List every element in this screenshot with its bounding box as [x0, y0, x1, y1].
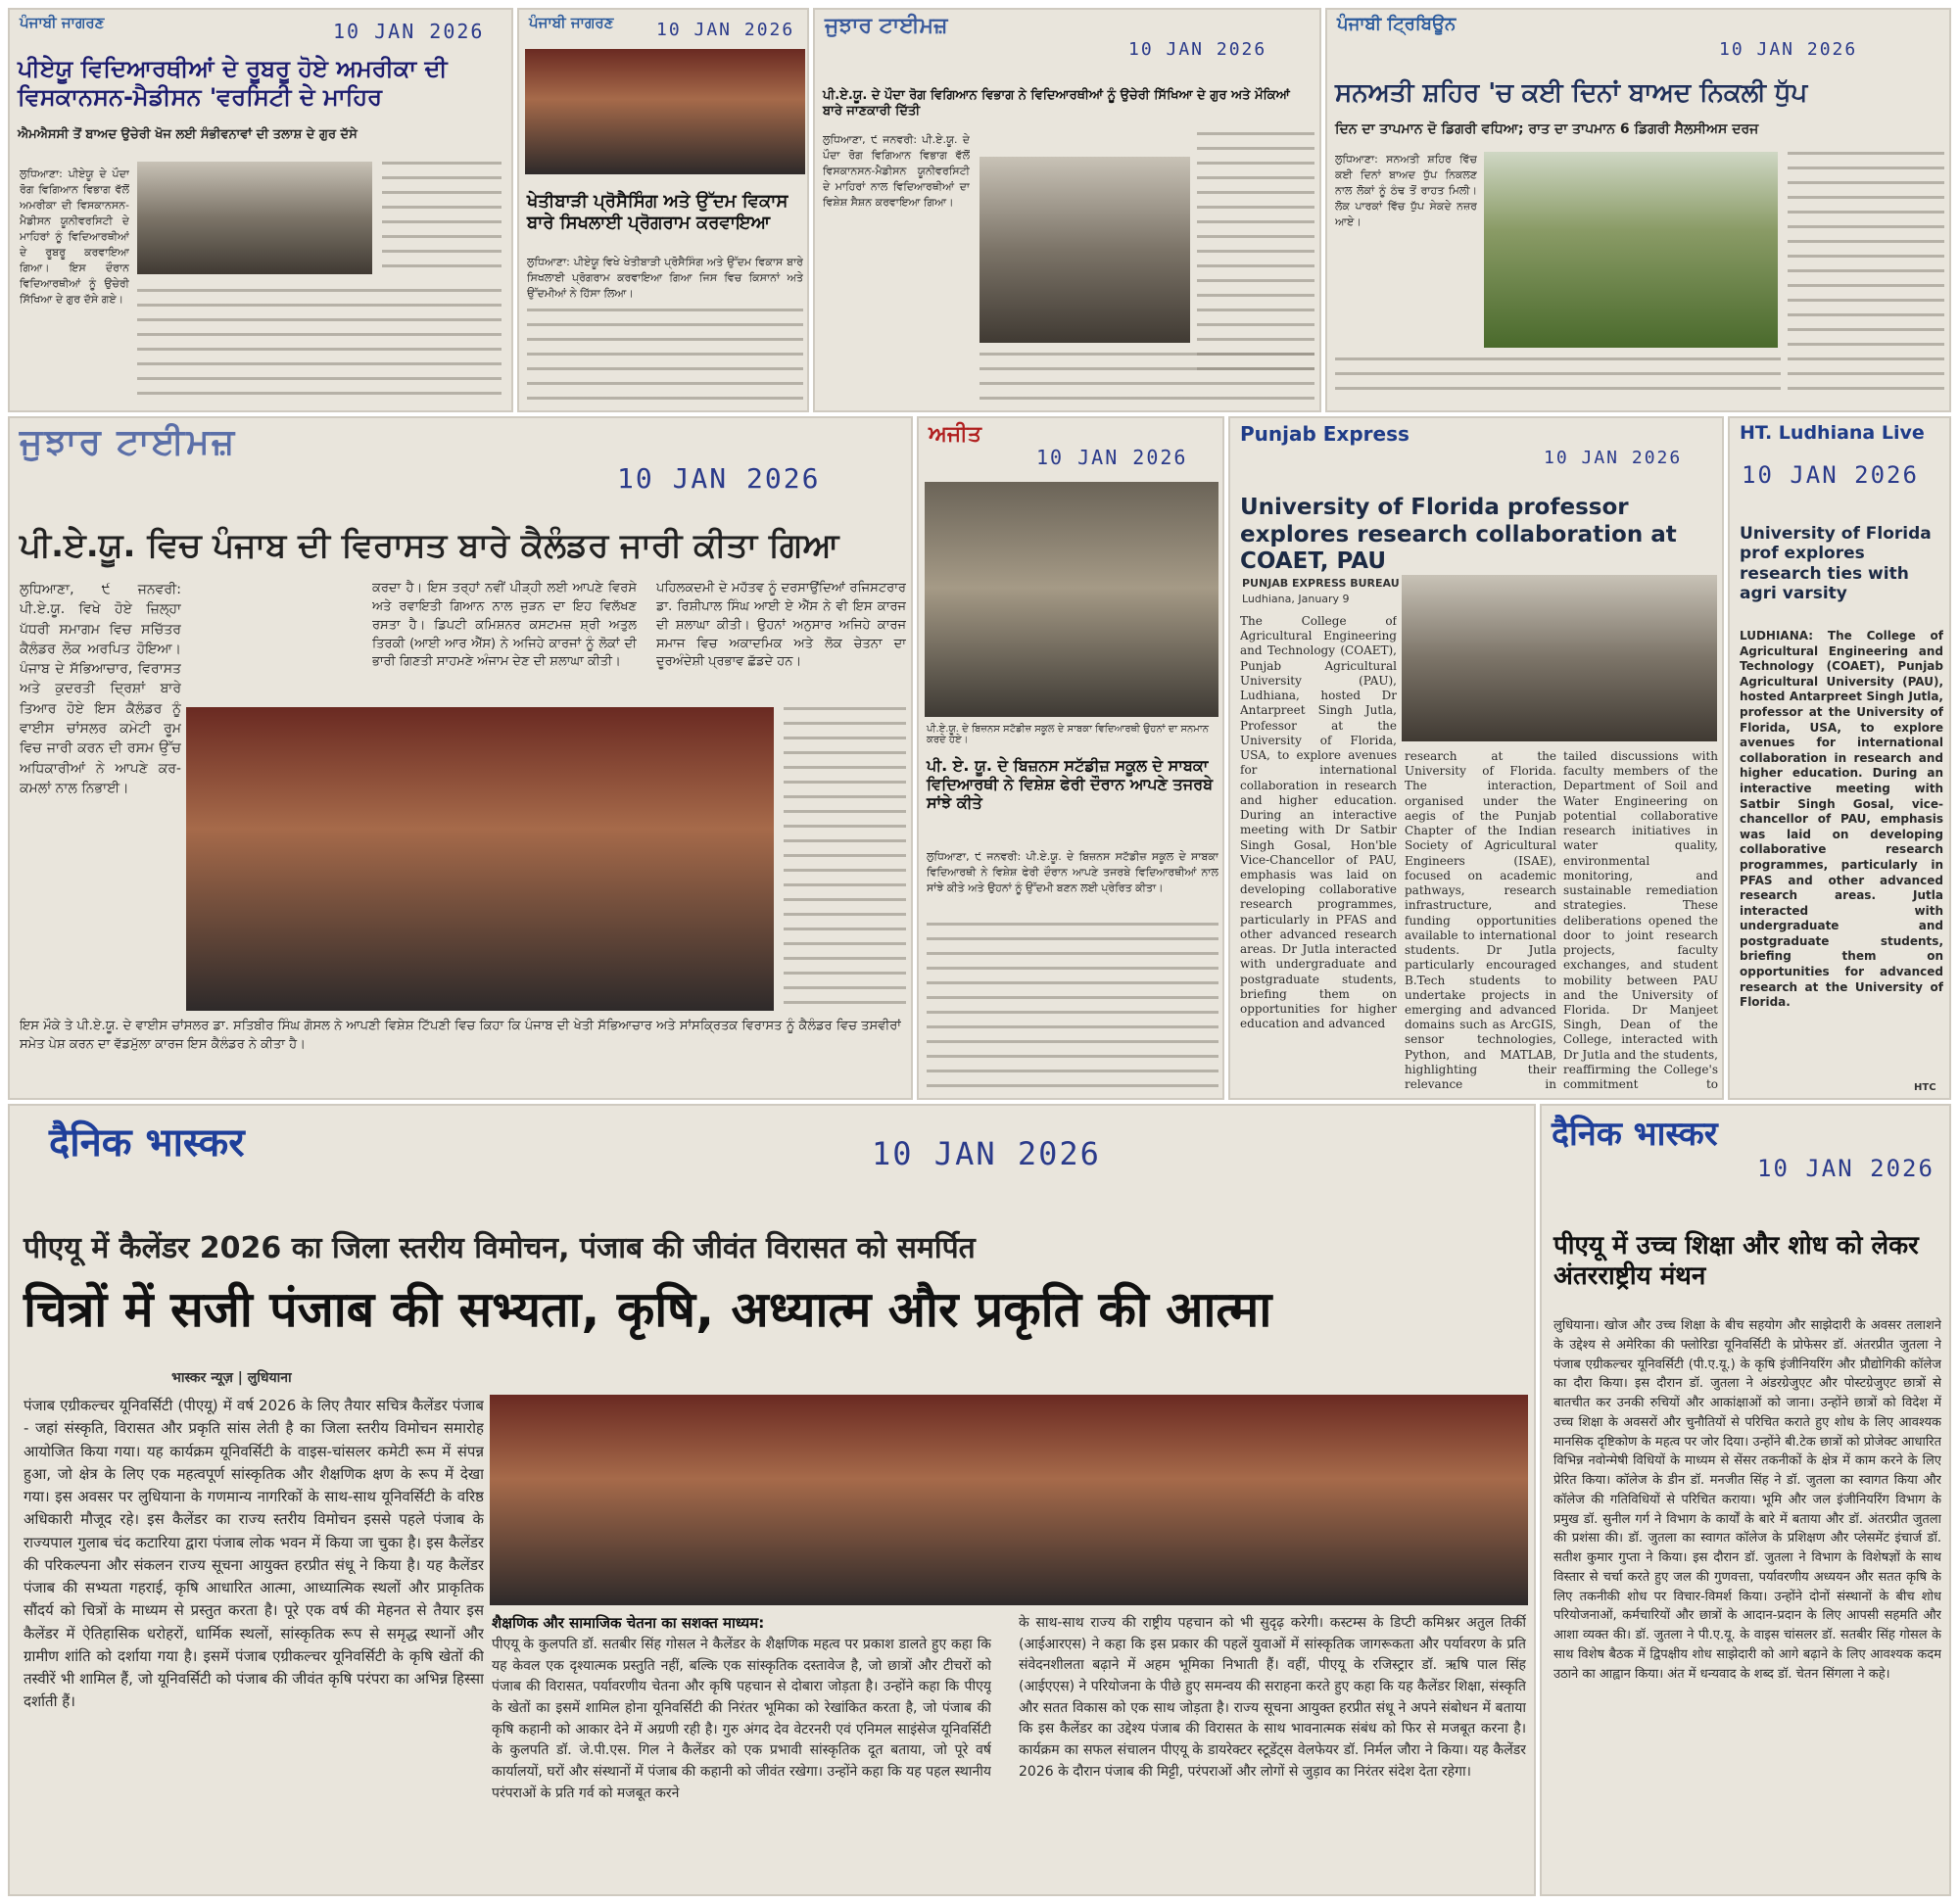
credit: HTC [1914, 1082, 1936, 1093]
headline: पीएयू में उच्च शिक्षा और शोध को लेकर अंतरराष्ट्रीय मंथन [1553, 1231, 1919, 1292]
newspaper-name: ਪੰਜਾਬੀ ਟ੍ਰਿਬਿਊਨ [1337, 14, 1457, 34]
bureau: PUNJAB EXPRESS BUREAU [1242, 577, 1400, 590]
dateline: Ludhiana, January 9 [1242, 593, 1350, 605]
newspaper-name: ਅਜੀਤ [929, 422, 981, 447]
clipping-dainik-bhaskar-higher-education [1540, 1104, 1951, 1896]
clipping-dainik-bhaskar-calendar [8, 1104, 1536, 1896]
article-text-block [137, 289, 502, 402]
news-photo [980, 157, 1190, 343]
newspaper-name: HT. Ludhiana Live [1740, 422, 1925, 444]
news-photo-meeting [1402, 575, 1717, 741]
article-col-3: tailed discussions with faculty members of the Department of Soil and Water Engineering on potential collaborative research initiatives in water quality, environmental monitoring, and sustainable remediation strategies. These deliberations opened the door to joint research projects, faculty exchanges, and student mobility between PAU and the University of Florida. Dr Manjeet Singh, Dean of the College, interacted with Dr Jutla and the students, reaffirming the College's commitment to [1563, 749, 1718, 1092]
clipping-ajit-business-studies [917, 416, 1224, 1100]
headline: चित्रों में सजी पंजाब की सभ्यता, कृषि, अध्यात्म और प्रकृति की आत्मा [24, 1281, 1272, 1338]
article-text-block [382, 162, 502, 274]
clip-date: 10 JAN 2026 [333, 20, 485, 43]
article-body-right: के साथ-साथ राज्य की राष्ट्रीय पहचान को भी सुदृढ़ करेगी। कस्टम्स के डिप्टी कमिश्नर अतुल तिर्की (आईआरएस) ने कहा कि इस प्रकार की पहलें युवाओं में सांस्कृतिक जागरूकता और पर्यावरण के प्रति संवेदनशीलता बढ़ाने में अहम भूमिका निभाती हैं। वहीं, पीएयू के रजिस्ट्रार डॉ. ऋषि पाल सिंह (आईएएस) ने परियोजना के पीछे हुए समन्वय की सराहना करते हुए कहा कि यह कैलेंडर शिक्षा, संस्कृति और सतत विकास को एक साथ जोड़ता है। राज्य सूचना आयुक्त हरप्रीत संधू ने अपने संबोधन में बताया कि इस कैलेंडर का उद्देश्य पंजाब की विरासत के साथ भावनात्मक संबंध को फिर से मजबूत करना है। कार्यक्रम का सफल संचालन पीएयू के डायरेक्टर स्टूडेंट्स वेलफेयर डॉ. निर्मल जौरा ने किया। यह कैलेंडर 2026 के दौरान पंजाब की मिट्टी, परंपराओं और लोगों से जुड़ाव का निरंतर संदेश देता रहेगा। [1019, 1615, 1526, 1780]
article-body: LUDHIANA: The College of Agricultural Engineering and Technology (COAET), Punjab Agricultural University (PAU), hosted Antarpreet Singh Jutla, professor at the University of Florida, USA, to explore avenues for international collaboration in research and higher education. During an interactive meeting with Satbir Singh Gosal, vice-chancellor of PAU, emphasis was laid on developing collaborative research programmes, particularly in PFAS and other advanced research areas. Jutla interacted with undergraduate and postgraduate students, briefing them on opportunities for advanced research at the University of Florida. [1740, 629, 1943, 1010]
clip-date: 10 JAN 2026 [1036, 446, 1188, 469]
article-body-left: ਲੁਧਿਆਣਾ, ੯ ਜਨਵਰੀ: ਪੀ.ਏ.ਯੂ. ਵਿਖੇ ਹੋਏ ਜ਼ਿਲ੍ਹਾ ਪੱਧਰੀ ਸਮਾਗਮ ਵਿਚ ਸਚਿੱਤਰ ਕੈਲੰਡਰ ਲੋਕ ਅਰਪਿਤ ਹੋਇਆ। ਪੰਜਾਬ ਦੇ ਸੱਭਿਆਚਾਰ, ਵਿਰਾਸਤ ਅਤੇ ਕੁਦਰਤੀ ਦ੍ਰਿਸ਼ਾਂ ਬਾਰੇ ਤਿਆਰ ਹੋਏ ਇਸ ਕੈਲੰਡਰ ਨੂੰ ਵਾਈਸ ਚਾਂਸਲਰ ਕਮੇਟੀ ਰੂਮ ਵਿਚ ਜਾਰੀ ਕਰਨ ਦੀ ਰਸਮ ਉੱਚ ਅਧਿਕਾਰੀਆਂ ਨੇ ਆਪਣੇ ਕਰ-ਕਮਲਾਂ ਨਾਲ ਨਿਭਾਈ। [20, 582, 181, 796]
clipping-ht-ludhiana-live [1728, 416, 1951, 1100]
clipping-punjab-express-florida [1228, 416, 1724, 1100]
article-text-block [1197, 132, 1314, 377]
headline: ਪੀ.ਏ.ਯੂ. ਵਿਚ ਪੰਜਾਬ ਦੀ ਵਿਰਾਸਤ ਬਾਰੇ ਕੈਲੰਡਰ ਜਾਰੀ ਕੀਤਾ ਗਿਆ [20, 526, 839, 565]
newspaper-name: ਜੁਝਾਰ ਟਾਈਮਜ਼ [825, 14, 948, 38]
article-text-block [527, 309, 803, 405]
byline: भास्कर न्यूज़ | लुधियाना [171, 1370, 292, 1386]
newspaper-name: Punjab Express [1240, 422, 1410, 446]
newspaper-name: दैनिक भास्कर [1552, 1115, 1718, 1154]
article-body: लुधियाना। खोज और उच्च शिक्षा के बीच सहयोग और साझेदारी के अवसर तलाशने के उद्देश्य से अमेरिका की फ्लोरिडा यूनिवर्सिटी के प्रोफेसर डॉ. अंतरप्रीत जुतला ने पंजाब एग्रीकल्चर यूनिवर्सिटी (पी.ए.यू.) के कृषि इंजीनियरिंग और प्रौद्योगिकी कॉलेज का दौरा किया। इस दौरान डॉ. जुतला ने अंडरग्रेजुएट और पोस्टग्रेजुएट छात्रों से बातचीत कर उनकी रुचियों और आकांक्षाओं को जाना। उन्होंने छात्रों को विदेश में उच्च शिक्षा के अवसरों और चुनौतियों से परिचित कराते हुए शोध के लिए आवश्यक मानसिक दृष्टिकोण के महत्व पर जोर दिया। उन्होंने बी.टेक छात्रों को प्रोजेक्ट आधारित विभिन्न नवोन्मेषी विधियों के माध्यम से सेंसर तकनीकों के क्षेत्र में काम करने के लिए प्रेरित किया। कॉलेज के डीन डॉ. मनजीत सिंह ने डॉ. जुतला का स्वागत किया और कॉलेज की गतिविधियों से परिचित कराया। भूमि और जल इंजीनियरिंग विभाग के प्रमुख डॉ. सुनील गर्ग ने विभाग के कार्यों के बारे में बताया और डॉ. अंतरप्रीत जुतला की प्रशंसा की। डॉ. जुतला का स्वागत कॉलेज के प्रशिक्षण और प्लेसमेंट इंचार्ज डॉ. सतीश कुमार गुप्ता ने किया। इस दौरान डॉ. जुतला ने विभाग के विशेषज्ञों के साथ विस्तार से चर्चा करते हुए जल की गुणवत्ता, पर्यावरणीय अध्ययन और सतत कृषि के लिए तकनीकी शोध पर विचार-विमर्श किया। उन्होंने दोनों संस्थानों के बीच शोध परियोजनाओं, कर्मचारियों और छात्रों के आदान-प्रदान के लिए आपसी सहमति और आशा व्यक्त की। डॉ. जुतला ने पी.ए.यू. के वाइस चांसलर डॉ. सतबीर सिंह गोसल के साथ विशेष बैठक में द्विपक्षीय शोध साझेदारी को आगे बढ़ाने के लिए आवश्यक कदम उठाने का आह्वान किया। अंत में धन्यवाद के शब्द डॉ. चेतन सिंगला ने कहे। [1553, 1318, 1941, 1682]
article-body: ਲੁਧਿਆਣਾ, ੯ ਜਨਵਰੀ: ਪੀ.ਏ.ਯੂ. ਦੇ ਬਿਜ਼ਨਸ ਸਟੱਡੀਜ਼ ਸਕੂਲ ਦੇ ਸਾਬਕਾ ਵਿਦਿਆਰਥੀ ਨੇ ਵਿਸ਼ੇਸ਼ ਫੇਰੀ ਦੌਰਾਨ ਆਪਣੇ ਤਜਰਬੇ ਵਿਦਿਆਰਥੀਆਂ ਨਾਲ ਸਾਂਝੇ ਕੀਤੇ ਅਤੇ ਉਹਨਾਂ ਨੂੰ ਉੱਦਮੀ ਬਣਨ ਲਈ ਪ੍ਰੇਰਿਤ ਕੀਤਾ। [927, 850, 1218, 894]
subheadline: ਦਿਨ ਦਾ ਤਾਪਮਾਨ ਦੋ ਡਿਗਰੀ ਵਧਿਆ; ਰਾਤ ਦਾ ਤਾਪਮਾਨ 6 ਡਿਗਰੀ ਸੈਲਸੀਅਸ ਦਰਜ [1335, 121, 1759, 137]
clip-date: 10 JAN 2026 [1719, 39, 1858, 60]
clip-date: 10 JAN 2026 [1742, 461, 1919, 489]
article-body: ਲੁਧਿਆਣਾ, ੯ ਜਨਵਰੀ: ਪੀ.ਏ.ਯੂ. ਦੇ ਪੌਦਾ ਰੋਗ ਵਿਗਿਆਨ ਵਿਭਾਗ ਵੱਲੋਂ ਵਿਸਕਾਨਸਨ-ਮੈਡੀਸਨ ਯੂਨੀਵਰਸਿਟੀ ਦੇ ਮਾਹਿਰਾਂ ਨਾਲ ਵਿਦਿਆਰਥੀਆਂ ਦਾ ਵਿਸ਼ੇਸ਼ ਸੈਸ਼ਨ ਕਰਵਾਇਆ ਗਿਆ। [823, 133, 970, 209]
article-body: ਲੁਧਿਆਣਾ: ਪੀਏਯੂ ਦੇ ਪੌਦਾ ਰੋਗ ਵਿਗਿਆਨ ਵਿਭਾਗ ਵੱਲੋਂ ਅਮਰੀਕਾ ਦੀ ਵਿਸਕਾਨਸਨ-ਮੈਡੀਸਨ ਯੂਨੀਵਰਸਿਟੀ ਦੇ ਮਾਹਿਰਾਂ ਨੂੰ ਵਿਦਿਆਰਥੀਆਂ ਦੇ ਰੂਬਰੂ ਕਰਵਾਇਆ ਗਿਆ। ਇਸ ਦੌਰਾਨ ਵਿਦਿਆਰਥੀਆਂ ਨੂੰ ਉਚੇਰੀ ਸਿੱਖਿਆ ਦੇ ਗੁਰ ਦੱਸੇ ਗਏ। [20, 167, 129, 306]
headline: University of Florida professor explores research collaboration at COAET, PAU [1240, 495, 1677, 575]
news-photo-park [1484, 152, 1778, 348]
clip-date: 10 JAN 2026 [872, 1135, 1101, 1172]
subheadline: ਐਮਐਸਸੀ ਤੋਂ ਬਾਅਦ ਉਚੇਰੀ ਖੋਜ ਲਈ ਸੰਭੀਵਨਾਵਾਂ ਦੀ ਤਲਾਸ਼ ਦੇ ਗੁਰ ਦੱਸੇ [18, 127, 358, 142]
article-body: ਲੁਧਿਆਣਾ: ਸਨਅਤੀ ਸ਼ਹਿਰ ਵਿੱਚ ਕਈ ਦਿਨਾਂ ਬਾਅਦ ਧੁੱਪ ਨਿਕਲਣ ਨਾਲ ਲੋਕਾਂ ਨੂੰ ਠੰਢ ਤੋਂ ਰਾਹਤ ਮਿਲੀ। ਲੋਕ ਪਾਰਕਾਂ ਵਿੱਚ ਧੁੱਪ ਸੇਕਦੇ ਨਜ਼ਰ ਆਏ। [1335, 153, 1477, 228]
clip-date: 10 JAN 2026 [656, 20, 795, 40]
headline: ਪੀ. ਏ. ਯੂ. ਦੇ ਬਿਜ਼ਨਸ ਸਟੱਡੀਜ਼ ਸਕੂਲ ਦੇ ਸਾਬਕਾ ਵਿਦਿਆਰਥੀ ਨੇ ਵਿਸ਼ੇਸ਼ ਫੇਰੀ ਦੌਰਾਨ ਆਪਣੇ ਤਜਰਬੇ ਸਾਂਝੇ ਕੀਤੇ [927, 756, 1214, 813]
photo-caption: ਪੀ.ਏ.ਯੂ. ਦੇ ਬਿਜ਼ਨਸ ਸਟੱਡੀਜ਼ ਸਕੂਲ ਦੇ ਸਾਬਕਾ ਵਿਦਿਆਰਥੀ ਉਹਨਾਂ ਦਾ ਸਨਮਾਨ ਕਰਦੇ ਹੋਏ। [927, 724, 1209, 745]
section-heading: शैक्षणिक और सामाजिक चेतना का सशक्त माध्यम: [492, 1614, 765, 1632]
article-body: ਲੁਧਿਆਣਾ: ਪੀਏਯੂ ਵਿਖੇ ਖੇਤੀਬਾੜੀ ਪ੍ਰੋਸੈਸਿੰਗ ਅਤੇ ਉੱਦਮ ਵਿਕਾਸ ਬਾਰੇ ਸਿਖਲਾਈ ਪ੍ਰੋਗਰਾਮ ਕਰਵਾਇਆ ਗਿਆ ਜਿਸ ਵਿਚ ਕਿਸਾਨਾਂ ਅਤੇ ਉੱਦਮੀਆਂ ਨੇ ਹਿੱਸਾ ਲਿਆ। [527, 256, 803, 300]
article-col-2: research at the University of Florida. The interaction, organised under the aegis of the Punjab Chapter of the Indian Society of Agricultural Engineers (ISAE), focused on academic pathways, research infrastructure, and funding opportunities available to international students. Dr Jutla particularly encouraged B.Tech students to undertake projects in emerging and advanced domains such as ArcGIS, sensor technologies, Python, and MATLAB, highlighting their relevance in [1405, 749, 1556, 1092]
clipping-punjabi-jagran-pau-students [8, 8, 513, 412]
clip-date: 10 JAN 2026 [1544, 448, 1683, 468]
clipping-punjabi-tribune-sunshine [1325, 8, 1951, 412]
kicker-headline: पीएयू में कैलेंडर 2026 का जिला स्तरीय विमोचन, पंजाब की जीवंत विरासत को समर्पित [24, 1231, 976, 1265]
clip-date: 10 JAN 2026 [1757, 1155, 1935, 1182]
newspaper-name: दैनिक भास्कर [49, 1120, 245, 1166]
headline: University of Florida prof explores research ties with agri varsity [1740, 524, 1932, 604]
article-body-mid: पीएयू के कुलपति डॉ. सतबीर सिंह गोसल ने कैलेंडर के शैक्षणिक महत्व पर प्रकाश डालते हुए कहा कि यह केवल एक दृश्यात्मक प्रस्तुति नहीं, बल्कि एक सांस्कृतिक दस्तावेज है, जो छात्रों और टीचरों को पंजाब की विरासत, पर्यावरणीय चेतना और कृषि पहचान से दोबारा जोड़ता है। उन्होंने कहा कि पीएयू के खेतों का इसमें शामिल होना यूनिवर्सिटी की निरंतर भूमिका को रेखांकित करता है, जो पंजाब की कृषि कहानी को आकार देने में अग्रणी रही है। गुरु अंगद देव वेटरनरी एवं एनिमल साइंसेज यूनिवर्सिटी के कुलपति डॉ. जे.पी.एस. गिल ने कैलेंडर को एक प्रभावी सांस्कृतिक दूत बताया, जो पूरे वर्ष कार्यालयों, घरों और संस्थानों में पंजाब की कहानी को जीवंत रखेगा। उन्होंने कहा कि यह पहल स्थानीय परंपराओं के प्रति गर्व को मजबूत करने [492, 1637, 991, 1801]
calendar-release-photo [490, 1395, 1528, 1605]
headline: ਸਨਅਤੀ ਸ਼ਹਿਰ 'ਚ ਕਈ ਦਿਨਾਂ ਬਾਅਦ ਨਿਕਲੀ ਧੁੱਪ [1335, 78, 1808, 108]
headline: ਪੀਏਯੂ ਵਿਦਿਆਰਥੀਆਂ ਦੇ ਰੂਬਰੂ ਹੋਏ ਅਮਰੀਕਾ ਦੀ ਵਿਸਕਾਨਸਨ-ਮੈਡੀਸਨ 'ਵਰਸਿਟੀ ਦੇ ਮਾਹਿਰ [18, 55, 448, 111]
article-text-block [980, 353, 1314, 402]
headline: ਪੀ.ਏ.ਯੂ. ਦੇ ਪੌਦਾ ਰੋਗ ਵਿਗਿਆਨ ਵਿਭਾਗ ਨੇ ਵਿਦਿਆਰਥੀਆਂ ਨੂੰ ਉਚੇਰੀ ਸਿੱਖਿਆ ਦੇ ਗੁਰ ਅਤੇ ਮੌਕਿਆਂ ਬਾਰੇ ਜਾਣਕਾਰੀ ਦਿੱਤੀ [823, 88, 1290, 119]
article-body-mid: ਕਰਦਾ ਹੈ। ਇਸ ਤਰ੍ਹਾਂ ਨਵੀਂ ਪੀੜ੍ਹੀ ਲਈ ਆਪਣੇ ਵਿਰਸੇ ਅਤੇ ਰਵਾਇਤੀ ਗਿਆਨ ਨਾਲ ਜੁੜਨ ਦਾ ਇਹ ਵਿਲੱਖਣ ਰਸਤਾ ਹੈ। ਡਿਪਟੀ ਕਮਿਸ਼ਨਰ ਕਸਟਮਜ਼ ਸ਼੍ਰੀ ਅਤੁਲ ਤਿਰਕੀ (ਆਈ ਆਰ ਐੱਸ) ਨੇ ਅਜਿਹੇ ਕਾਰਜਾਂ ਨੂੰ ਲੋਕਾਂ ਦੀ ਭਾਰੀ ਗਿਣਤੀ ਸਾਹਮਣੇ ਅੰਜਾਮ ਦੇਣ ਦੀ ਸ਼ਲਾਘਾ ਕੀਤੀ। [372, 581, 637, 670]
news-photo-group [925, 482, 1218, 717]
clipping-jujhar-times-plant-pathology [813, 8, 1321, 412]
newspaper-name: ਜੁਝਾਰ ਟਾਈਮਜ਼ [20, 422, 237, 462]
clip-date: 10 JAN 2026 [617, 462, 821, 495]
clipping-jujhar-times-calendar [8, 416, 913, 1100]
article-text-block [1788, 152, 1944, 397]
article-body-right: ਪਹਿਲਕਦਮੀ ਦੇ ਮਹੱਤਵ ਨੂੰ ਦਰਸਾਉਂਦਿਆਂ ਰਜਿਸਟਰਾਰ ਡਾ. ਰਿਸ਼ੀਪਾਲ ਸਿੰਘ ਆਈ ਏ ਐੱਸ ਨੇ ਵੀ ਇਸ ਕਾਰਜ ਦੀ ਸ਼ਲਾਘਾ ਕੀਤੀ। ਉਹਨਾਂ ਅਨੁਸਾਰ ਅਜਿਹੇ ਕਾਰਜ ਸਮਾਜ ਵਿਚ ਅਕਾਦਮਿਕ ਅਤੇ ਲੋਕ ਚੇਤਨਾ ਦਾ ਦੂਰਅੰਦੇਸ਼ੀ ਪ੍ਰਭਾਵ ਛੱਡਦੇ ਹਨ। [656, 581, 906, 670]
calendar-release-photo [186, 707, 774, 1011]
newspaper-name: ਪੰਜਾਬੀ ਜਾਗਰਣ [20, 14, 105, 31]
article-text-block [784, 707, 906, 1011]
article-text-block [927, 923, 1218, 1089]
article-text-block [1335, 357, 1781, 402]
headline: ਖੇਤੀਬਾੜੀ ਪ੍ਰੋਸੈਸਿੰਗ ਅਤੇ ਉੱਦਮ ਵਿਕਾਸ ਬਾਰੇ ਸਿਖਲਾਈ ਪ੍ਰੋਗਰਾਮ ਕਰਵਾਇਆ [527, 191, 788, 233]
article-body-bottom: ਇਸ ਮੌਕੇ ਤੇ ਪੀ.ਏ.ਯੂ. ਦੇ ਵਾਈਸ ਚਾਂਸਲਰ ਡਾ. ਸਤਿਬੀਰ ਸਿੰਘ ਗੋਸਲ ਨੇ ਆਪਣੀ ਵਿਸ਼ੇਸ਼ ਟਿੱਪਣੀ ਵਿਚ ਕਿਹਾ ਕਿ ਪੰਜਾਬ ਦੀ ਖੇਤੀ ਸੱਭਿਆਚਾਰ ਅਤੇ ਸਾਂਸਕ੍ਰਿਤਕ ਵਿਰਾਸਤ ਨੂੰ ਕੈਲੰਡਰ ਵਿਚ ਤਸਵੀਰਾਂ ਸਮੇਤ ਪੇਸ਼ ਕਰਨ ਦਾ ਵੱਡਮੁੱਲਾ ਕਾਰਜ ਇਸ ਕੈਲੰਡਰ ਨੇ ਕੀਤਾ ਹੈ। [20, 1019, 901, 1052]
news-photo [137, 162, 372, 274]
newspaper-name: ਪੰਜਾਬੀ ਜਾਗਰਣ [529, 14, 614, 31]
news-photo [525, 49, 805, 174]
article-body-left: पंजाब एग्रीकल्चर यूनिवर्सिटी (पीएयू) में वर्ष 2026 के लिए तैयार सचित्र कैलेंडर पंजाब - जहां संस्कृति, विरासत और प्रकृति सांस लेती है का जिला स्तरीय विमोचन समारोह आयोजित किया गया। यह कार्यक्रम यूनिवर्सिटी के वाइस-चांसलर कमेटी रूम में संपन्न हुआ, जो क्षेत्र के लिए एक महत्वपूर्ण सांस्कृतिक और शैक्षणिक क्षण के रूप में देखा गया। इस अवसर पर लुधियाना के गणमान्य नागरिकों के साथ-साथ यूनिवर्सिटी के वरिष्ठ अधिकारी मौजूद रहे। इस कैलेंडर का राज्य स्तरीय विमोचन इससे पहले पंजाब के राज्यपाल गुलाब चंद कटारिया द्वारा पंजाब लोक भवन में किया जा चुका है। इस कैलेंडर की परिकल्पना और संकलन राज्य सूचना आयुक्त हरप्रीत संधू ने किया है। यह कैलेंडर पंजाब की सभ्यता गहराई, कृषि आधारित आत्मा, आध्यात्मिक स्थलों और प्राकृतिक सौंदर्य को चित्रों के माध्यम से प्रस्तुत करता है। पूरे एक वर्ष की मेहनत से तैयार इस कैलेंडर में ऐतिहासिक धरोहरों, धार्मिक स्थलों, सांस्कृतिक रूप से समृद्ध स्थानों और ग्रामीण शांति को दर्शाया गया है। इसमें पंजाब एग्रीकल्चर यूनिवर्सिटी के कृषि खेतों की तस्वीरें भी शामिल हैं, जो यूनिवर्सिटी को पंजाब की जीवंत कृषि परंपरा का अभिन्न हिस्सा दर्शाती हैं। [24, 1397, 484, 1711]
clip-date: 10 JAN 2026 [1128, 39, 1267, 60]
article-col-1: The College of Agricultural Engineering and Technology (COAET), Punjab Agricultural University (PAU), Ludhiana, hosted Dr Antarpreet Singh Jutla, Professor at the University of Florida, USA, to explore avenues for international collaboration in research and higher education. During an interactive meeting with Dr Satbir Singh Gosal, Hon'ble Vice-Chancellor of PAU, emphasis was laid on developing collaborative research programmes, particularly in PFAS and other advanced research areas. Dr Jutla interacted with undergraduate and postgraduate students, briefing them on opportunities for higher education and advanced [1240, 614, 1397, 1031]
clipping-punjabi-jagran-agri-processing [517, 8, 809, 412]
